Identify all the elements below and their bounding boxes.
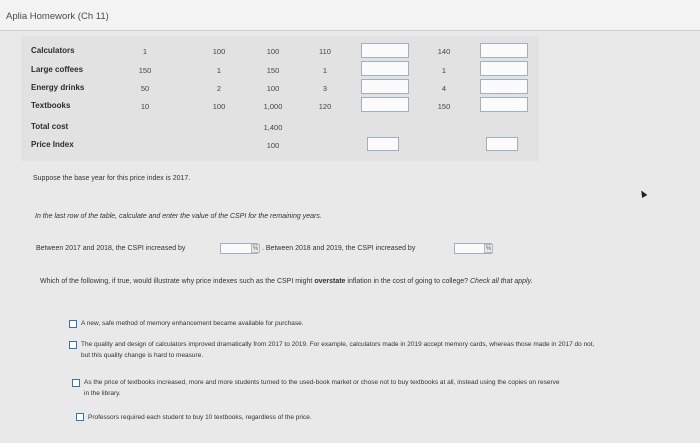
- table-cell: 100: [266, 47, 280, 56]
- table-cell: 1: [322, 66, 328, 75]
- table-cell: 150: [138, 66, 152, 75]
- table-cell: 140: [437, 47, 451, 56]
- between-2017-2018-label: Between 2017 and 2018, the CSPI increased by: [36, 245, 186, 252]
- table-cell: 120: [318, 102, 332, 111]
- quantity-input[interactable]: [361, 43, 409, 58]
- option-checkbox[interactable]: [72, 379, 80, 387]
- table-cell: 1,000: [263, 102, 283, 111]
- instruction-text: In the last row of the table, calculate and enter the value of the CSPI for the remaining years.: [35, 213, 322, 220]
- quantity-input[interactable]: [361, 61, 409, 76]
- option-text: Professors required each student to buy 10 textbooks, regardless of the price.: [88, 414, 312, 421]
- table-cell: 1: [216, 66, 222, 75]
- table-cell: 100: [266, 84, 280, 93]
- table-cell: 150: [437, 102, 451, 111]
- total-cost-value: 1,400: [263, 123, 283, 132]
- row-label-price-index: Price Index: [31, 140, 74, 149]
- option-checkbox[interactable]: [76, 413, 84, 421]
- table-cell: 3: [322, 84, 328, 93]
- row-label-textbooks: Textbooks: [31, 101, 71, 110]
- row-label-total-cost: Total cost: [31, 122, 69, 131]
- price-index-value: 100: [266, 141, 280, 150]
- percent-sign: %: [485, 246, 492, 252]
- quantity-input[interactable]: [361, 79, 409, 94]
- quantity-input[interactable]: [480, 61, 528, 76]
- row-label-calculators: Calculators: [31, 46, 75, 55]
- table-cell: 50: [140, 84, 150, 93]
- table-cell: 100: [212, 47, 226, 56]
- question-text: Which of the following, if true, would illustrate why price indexes such as the CSPI might overstate inflation in the cost of going to college? Check all that apply.: [40, 278, 533, 285]
- option-checkbox[interactable]: [69, 341, 77, 349]
- table-cell: 10: [140, 102, 150, 111]
- quantity-input[interactable]: [480, 79, 528, 94]
- quantity-input[interactable]: [480, 97, 528, 112]
- table-cell: 2: [216, 84, 222, 93]
- table-cell: 100: [212, 102, 226, 111]
- percent-sign: %: [252, 246, 259, 252]
- price-index-input-2019[interactable]: [486, 137, 518, 151]
- mouse-cursor-icon: [639, 189, 648, 198]
- price-index-input-2018[interactable]: [367, 137, 399, 151]
- option-text: A new, safe method of memory enhancement became available for purchase.: [81, 320, 304, 327]
- quantity-input[interactable]: [361, 97, 409, 112]
- title-bar: [0, 0, 700, 31]
- row-label-energy-drinks: Energy drinks: [31, 83, 85, 92]
- table-cell: 1: [142, 47, 148, 56]
- table-cell: 150: [266, 66, 280, 75]
- option-text: The quality and design of calculators improved dramatically from 2017 to 2019. For example, calculators made in 2019 accept memory cards, whereas those made in 2017 do not, but this quality change is hard to measure.: [81, 341, 595, 359]
- table-cell: 4: [441, 84, 447, 93]
- between-2018-2019-label: . Between 2018 and 2019, the CSPI increased by: [262, 245, 416, 252]
- option-checkbox[interactable]: [69, 320, 77, 328]
- quantity-input[interactable]: [480, 43, 528, 58]
- row-label-large-coffees: Large coffees: [31, 65, 84, 74]
- table-cell: 1: [441, 66, 447, 75]
- window-title: Aplia Homework (Ch 11): [6, 11, 109, 22]
- option-text: As the price of textbooks increased, more and more students turned to the used-book market or chose not to buy textbooks at all, instead using the copies on reserve in the library.: [84, 379, 560, 397]
- base-year-note: Suppose the base year for this price index is 2017.: [33, 175, 191, 182]
- table-cell: 110: [319, 47, 331, 56]
